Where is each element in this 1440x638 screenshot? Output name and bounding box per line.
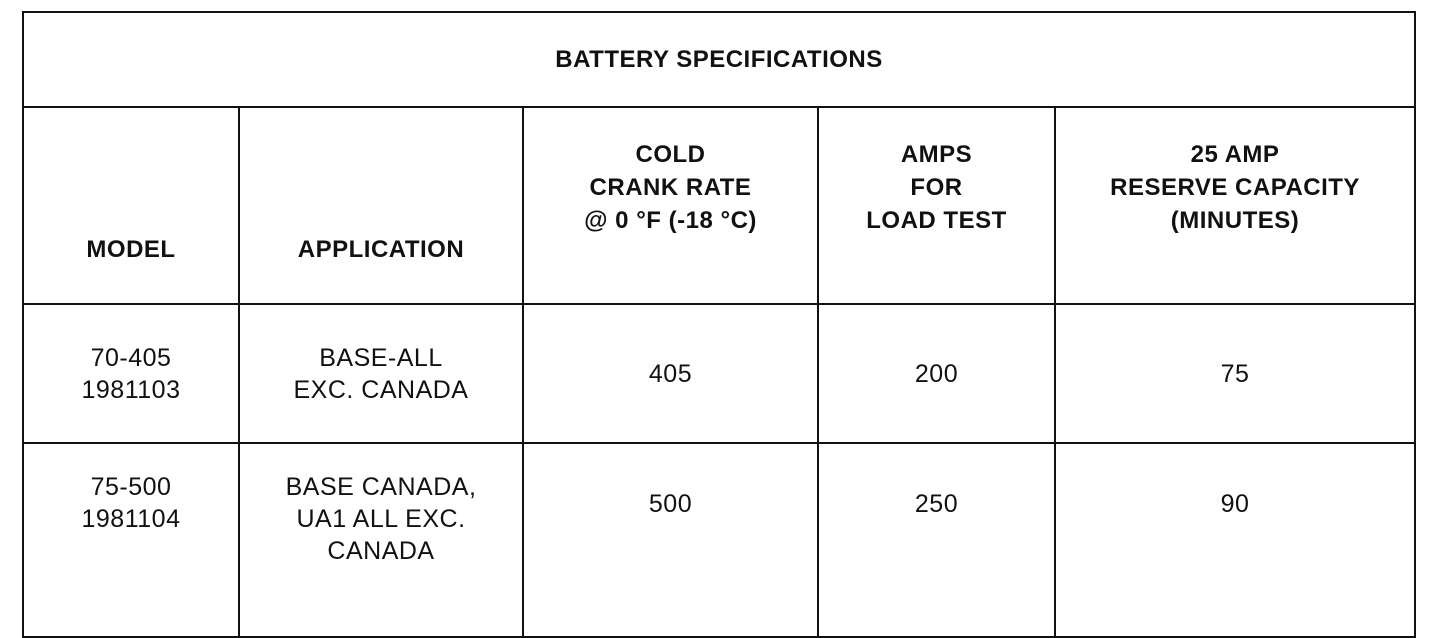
table-row (23, 443, 1415, 637)
header-row (23, 107, 1415, 304)
cell-model (23, 304, 239, 443)
header-application (239, 107, 523, 304)
header-cold-crank-rate (523, 107, 818, 304)
header-cold-crank-line-3: @ 0 °F (-18 °C) (584, 207, 757, 234)
part-number: 1981104 (81, 505, 181, 533)
header-amps-load-test (818, 107, 1055, 304)
cell-amps-load-test: 250 (818, 443, 1055, 637)
header-cold-crank-line-2: CRANK RATE (589, 174, 752, 201)
cell-application (239, 304, 523, 443)
application-line: UA1 ALL EXC. (296, 505, 466, 533)
table-row (23, 304, 1415, 443)
header-reserve-capacity (1055, 107, 1415, 304)
header-application-label: APPLICATION (297, 236, 465, 263)
header-model (23, 107, 239, 304)
header-reserve-line-2: RESERVE CAPACITY (1110, 174, 1360, 201)
header-model-label: MODEL (86, 236, 176, 263)
application-line: CANADA (327, 537, 435, 565)
cell-cold-crank-rate: 500 (523, 443, 818, 637)
header-amps-line-3: LOAD TEST (866, 207, 1007, 234)
application-line: BASE CANADA, (285, 473, 477, 501)
cell-application (239, 443, 523, 637)
cell-cold-crank-rate: 405 (523, 304, 818, 443)
cell-reserve-capacity: 75 (1055, 304, 1415, 443)
header-cold-crank-line-1: COLD (635, 141, 706, 168)
cell-model (23, 443, 239, 637)
model-number: 75-500 (90, 473, 172, 501)
header-amps-line-1: AMPS (900, 141, 973, 168)
header-amps-line-2: FOR (910, 174, 963, 201)
header-reserve-line-3: (MINUTES) (1170, 207, 1300, 234)
header-reserve-line-1: 25 AMP (1190, 141, 1280, 168)
model-number: 70-405 (90, 343, 172, 372)
cell-reserve-capacity: 90 (1055, 443, 1415, 637)
table-title: BATTERY SPECIFICATIONS (23, 12, 1415, 107)
cell-amps-load-test: 200 (818, 304, 1055, 443)
application-line: EXC. CANADA (293, 375, 469, 404)
part-number: 1981103 (81, 375, 181, 404)
title-row (23, 12, 1415, 107)
battery-specifications-table (22, 11, 1416, 638)
application-line: BASE-ALL (319, 343, 443, 372)
